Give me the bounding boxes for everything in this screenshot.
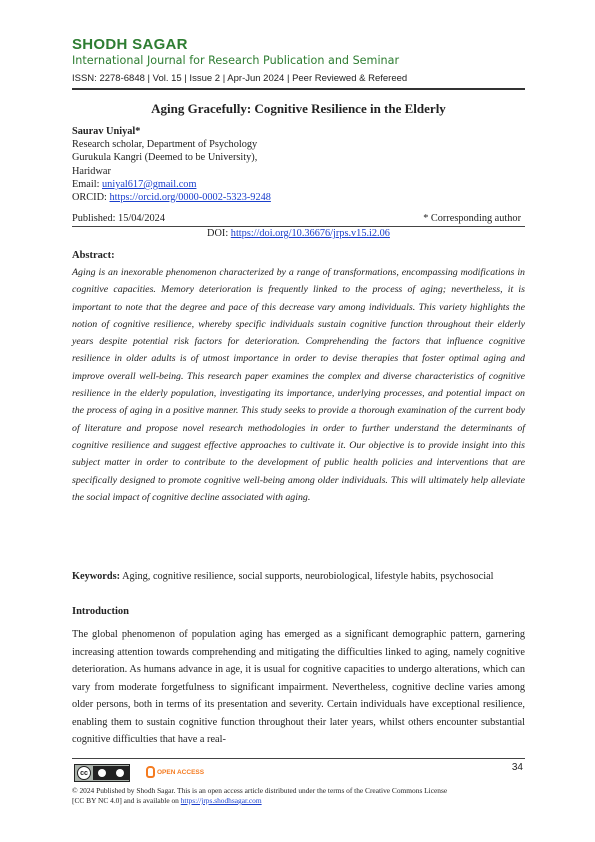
license-footer xyxy=(72,786,532,806)
author-orcid-line xyxy=(72,191,525,204)
open-access-logo xyxy=(146,766,204,778)
author-name: Saurav Uniyal* xyxy=(72,126,141,137)
cc-circle-icon: cc xyxy=(77,766,91,780)
open-access-lock-icon xyxy=(146,766,155,778)
doi-line xyxy=(72,228,525,239)
brand-logo-text: SHODH SAGAR xyxy=(72,36,188,53)
license-line-2-prefix: [CC BY NC 4.0] and is available on xyxy=(72,796,181,805)
license-line-1: © 2024 Published by Shodh Sagar. This is an open access article distributed under the terms of the Creative Commons License xyxy=(72,786,448,795)
publication-row xyxy=(72,213,525,224)
header-divider xyxy=(72,88,525,90)
orcid-link[interactable]: https://orcid.org/0000-0002-5323-9248 xyxy=(109,192,271,204)
email-link[interactable]: uniyal617@gmail.com xyxy=(102,178,197,190)
keywords-label: Keywords: xyxy=(72,571,121,582)
abstract-heading: Abstract: xyxy=(72,250,115,261)
open-access-text: OPEN ACCESS xyxy=(157,768,205,776)
introduction-text: The global phenomenon of population aging has emerged as a significant demographic pattern, garnering increasing attention towards comprehending and mitigating the difficulties linked to aging, namely cognitive deterioration. As humans advance in age, it is usual for cognitive capacities to undergo alterations, which can vary from moderate forgetfulness to significant impairment. Nevertheless, cognitive decline varies among older persons, both in terms of its presentation and severity. Certain individuals have exceptional resilience, enabling them to sustain cognitive function throughout their later years, whilst others encounter substantial cognitive difficulties that have a real- xyxy=(72,629,525,745)
publication-divider xyxy=(72,226,525,227)
keywords-line xyxy=(72,571,525,582)
journal-site-link[interactable]: https://jrps.shodhsagar.com xyxy=(180,796,262,805)
doi-link[interactable]: https://doi.org/10.36676/jrps.v15.i2.06 xyxy=(230,228,390,239)
footer-divider xyxy=(72,758,525,759)
author-email-line xyxy=(72,178,525,191)
keywords-text: Aging, cognitive resilience, social supports, neurobiological, lifestyle habits, psychosocial xyxy=(122,571,494,582)
author-block xyxy=(72,125,525,204)
page-number: 34 xyxy=(511,762,523,773)
abstract-text: Aging is an inexorable phenomenon characterized by a range of transformations, encompassing modifications in cognitive capacities. Memory deterioration is frequently linked to the process of aging; nevertheless, it is important to note that the degree and pace of this decrease vary among individuals. This variety highlights the notion of cognitive resilience, whereby specific individuals sustain cognitive function throughout their elderly years despite potential risk factors for deterioration. Comprehending the factors that influence cognitive resilience in older adults is of utmost importance in order to devise therapies that foster optimal aging and improve overall well-being. This research paper examines the complex and diverse characteristics of cognitive resilience in the elderly population, investigating its importance, underlying processes, and potential impact on the process of aging in a positive manner. This study seeks to provide a thorough examination of the current body of literature and propose novel research methodologies in order to further understand the determinants of cognitive resilience and suggest effective approaches to cultivate it. Our objective is to provide insight into this subject matter in order to contribute to the development of public health policies and interventions that are specifically designed to promote cognitive well-being among older individuals. This will ultimately help alleviate the social impact of cognitive decline associated with aging. xyxy=(72,267,525,503)
cc-license-icon[interactable] xyxy=(74,764,130,782)
author-city: Haridwar xyxy=(72,165,111,177)
author-role: Research scholar, Department of Psychology xyxy=(72,139,258,151)
email-label: Email: xyxy=(72,178,103,190)
paper-title: Aging Gracefully: Cognitive Resilience in the Elderly xyxy=(151,101,446,116)
author-institution: Gurukula Kangri (Deemed to be University), xyxy=(72,152,258,164)
corresponding-author-note: * Corresponding author xyxy=(423,213,521,224)
cc-by-nc-icon xyxy=(93,766,129,780)
doi-label: DOI: xyxy=(207,228,231,239)
published-date: Published: 15/04/2024 xyxy=(72,213,165,224)
license-line-2 xyxy=(72,796,532,806)
journal-meta: ISSN: 2278-6848 | Vol. 15 | Issue 2 | Apr-Jun 2024 | Peer Reviewed & Refereed xyxy=(72,73,408,84)
orcid-label: ORCID: xyxy=(72,192,110,204)
introduction-heading: Introduction xyxy=(72,606,129,617)
journal-name: International Journal for Research Publication and Seminar xyxy=(72,54,400,67)
